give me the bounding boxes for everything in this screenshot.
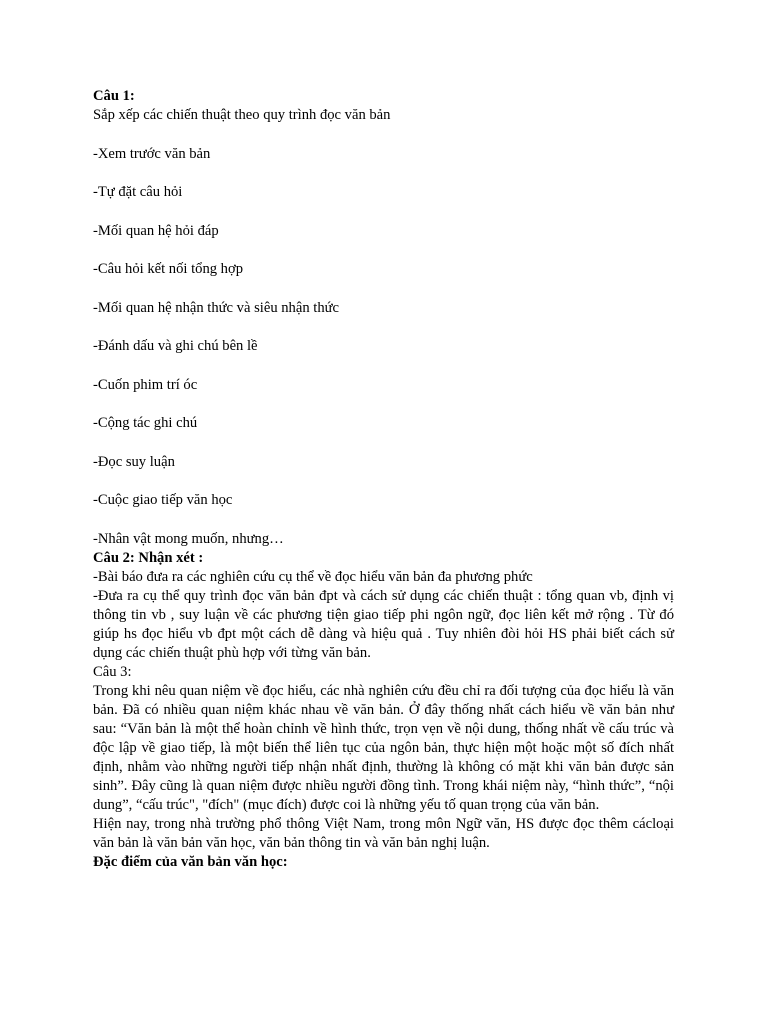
- q3-paragraph-2: Hiện nay, trong nhà trường phổ thông Việt Nam, trong môn Ngữ văn, HS được đọc thêm cácloại văn bản là văn bản văn học, văn bản thông tin và văn bản nghị luận.: [93, 815, 674, 851]
- q1-item: -Tự đặt câu hỏi: [93, 184, 183, 200]
- q3-paragraph-1: Trong khi nêu quan niệm về đọc hiểu, các nhà nghiên cứu đều chỉ ra đối tượng của đọc hiểu là văn bản. Đã có nhiều quan niệm khác nhau về văn bản. Ở đây thống nhất cách hiểu về văn bản như sau: “Văn bản là một thể hoàn chỉnh về hình thức, trọn vẹn về nội dung, thống nhất về cấu trúc và độc lập về giao tiếp, là một biến thể liên tục của ngôn bản, thực hiện một hoặc một số đích nhất định, nhằm vào những người tiếp nhận nhất định, thường là không có mặt khi văn bản được sản sinh”. Đây cũng là quan niệm được nhiều người đồng tình. Trong khái niệm này, “hình thức”, “nội dung”, “cấu trúc", "đích" (mục đích) được coi là những yếu tố quan trọng của văn bản.: [93, 682, 674, 813]
- q1-item: -Nhân vật mong muốn, nhưng…: [93, 530, 284, 547]
- q1-item: -Mối quan hệ nhận thức và siêu nhận thức: [93, 299, 340, 316]
- q1-item: -Câu hỏi kết nối tổng hợp: [93, 261, 243, 277]
- q1-intro: Sắp xếp các chiến thuật theo quy trình đọc văn bản: [93, 107, 391, 123]
- q3-subheading: Đặc điểm của văn bản văn học:: [93, 853, 288, 870]
- q1-item: -Đánh dấu và ghi chú bên lề: [93, 338, 258, 354]
- q3-heading: Câu 3:: [93, 663, 132, 680]
- q1-item: -Cộng tác ghi chú: [93, 415, 198, 431]
- q1-item: -Mối quan hệ hỏi đáp: [93, 222, 219, 239]
- q2-paragraph: -Đưa ra cụ thể quy trình đọc văn bản đpt và cách sử dụng các chiến thuật : tổng quan vb, định vị thông tin vb , suy luận về các phương tiện giao tiếp phi ngôn ngữ, đọc liên kết mở rộng . Từ đó giúp hs đọc hiểu vb đpt một cách dễ dàng và hiệu quả . Tuy nhiên đòi hỏi HS phải biết cách sử dụng các chiến thuật phù hợp với từng văn bản.: [93, 587, 674, 661]
- document-page: [93, 87, 674, 872]
- q1-heading: Câu 1:: [93, 88, 135, 104]
- q1-item: -Đọc suy luận: [93, 453, 175, 470]
- q1-item: -Cuộc giao tiếp văn học: [93, 492, 233, 508]
- q1-item: -Xem trước văn bản: [93, 145, 211, 162]
- q1-item: -Cuốn phim trí óc: [93, 376, 198, 393]
- q2-line: -Bài báo đưa ra các nghiên cứu cụ thể về đọc hiểu văn bản đa phương phức: [93, 568, 533, 585]
- q2-heading: Câu 2: Nhận xét :: [93, 549, 204, 566]
